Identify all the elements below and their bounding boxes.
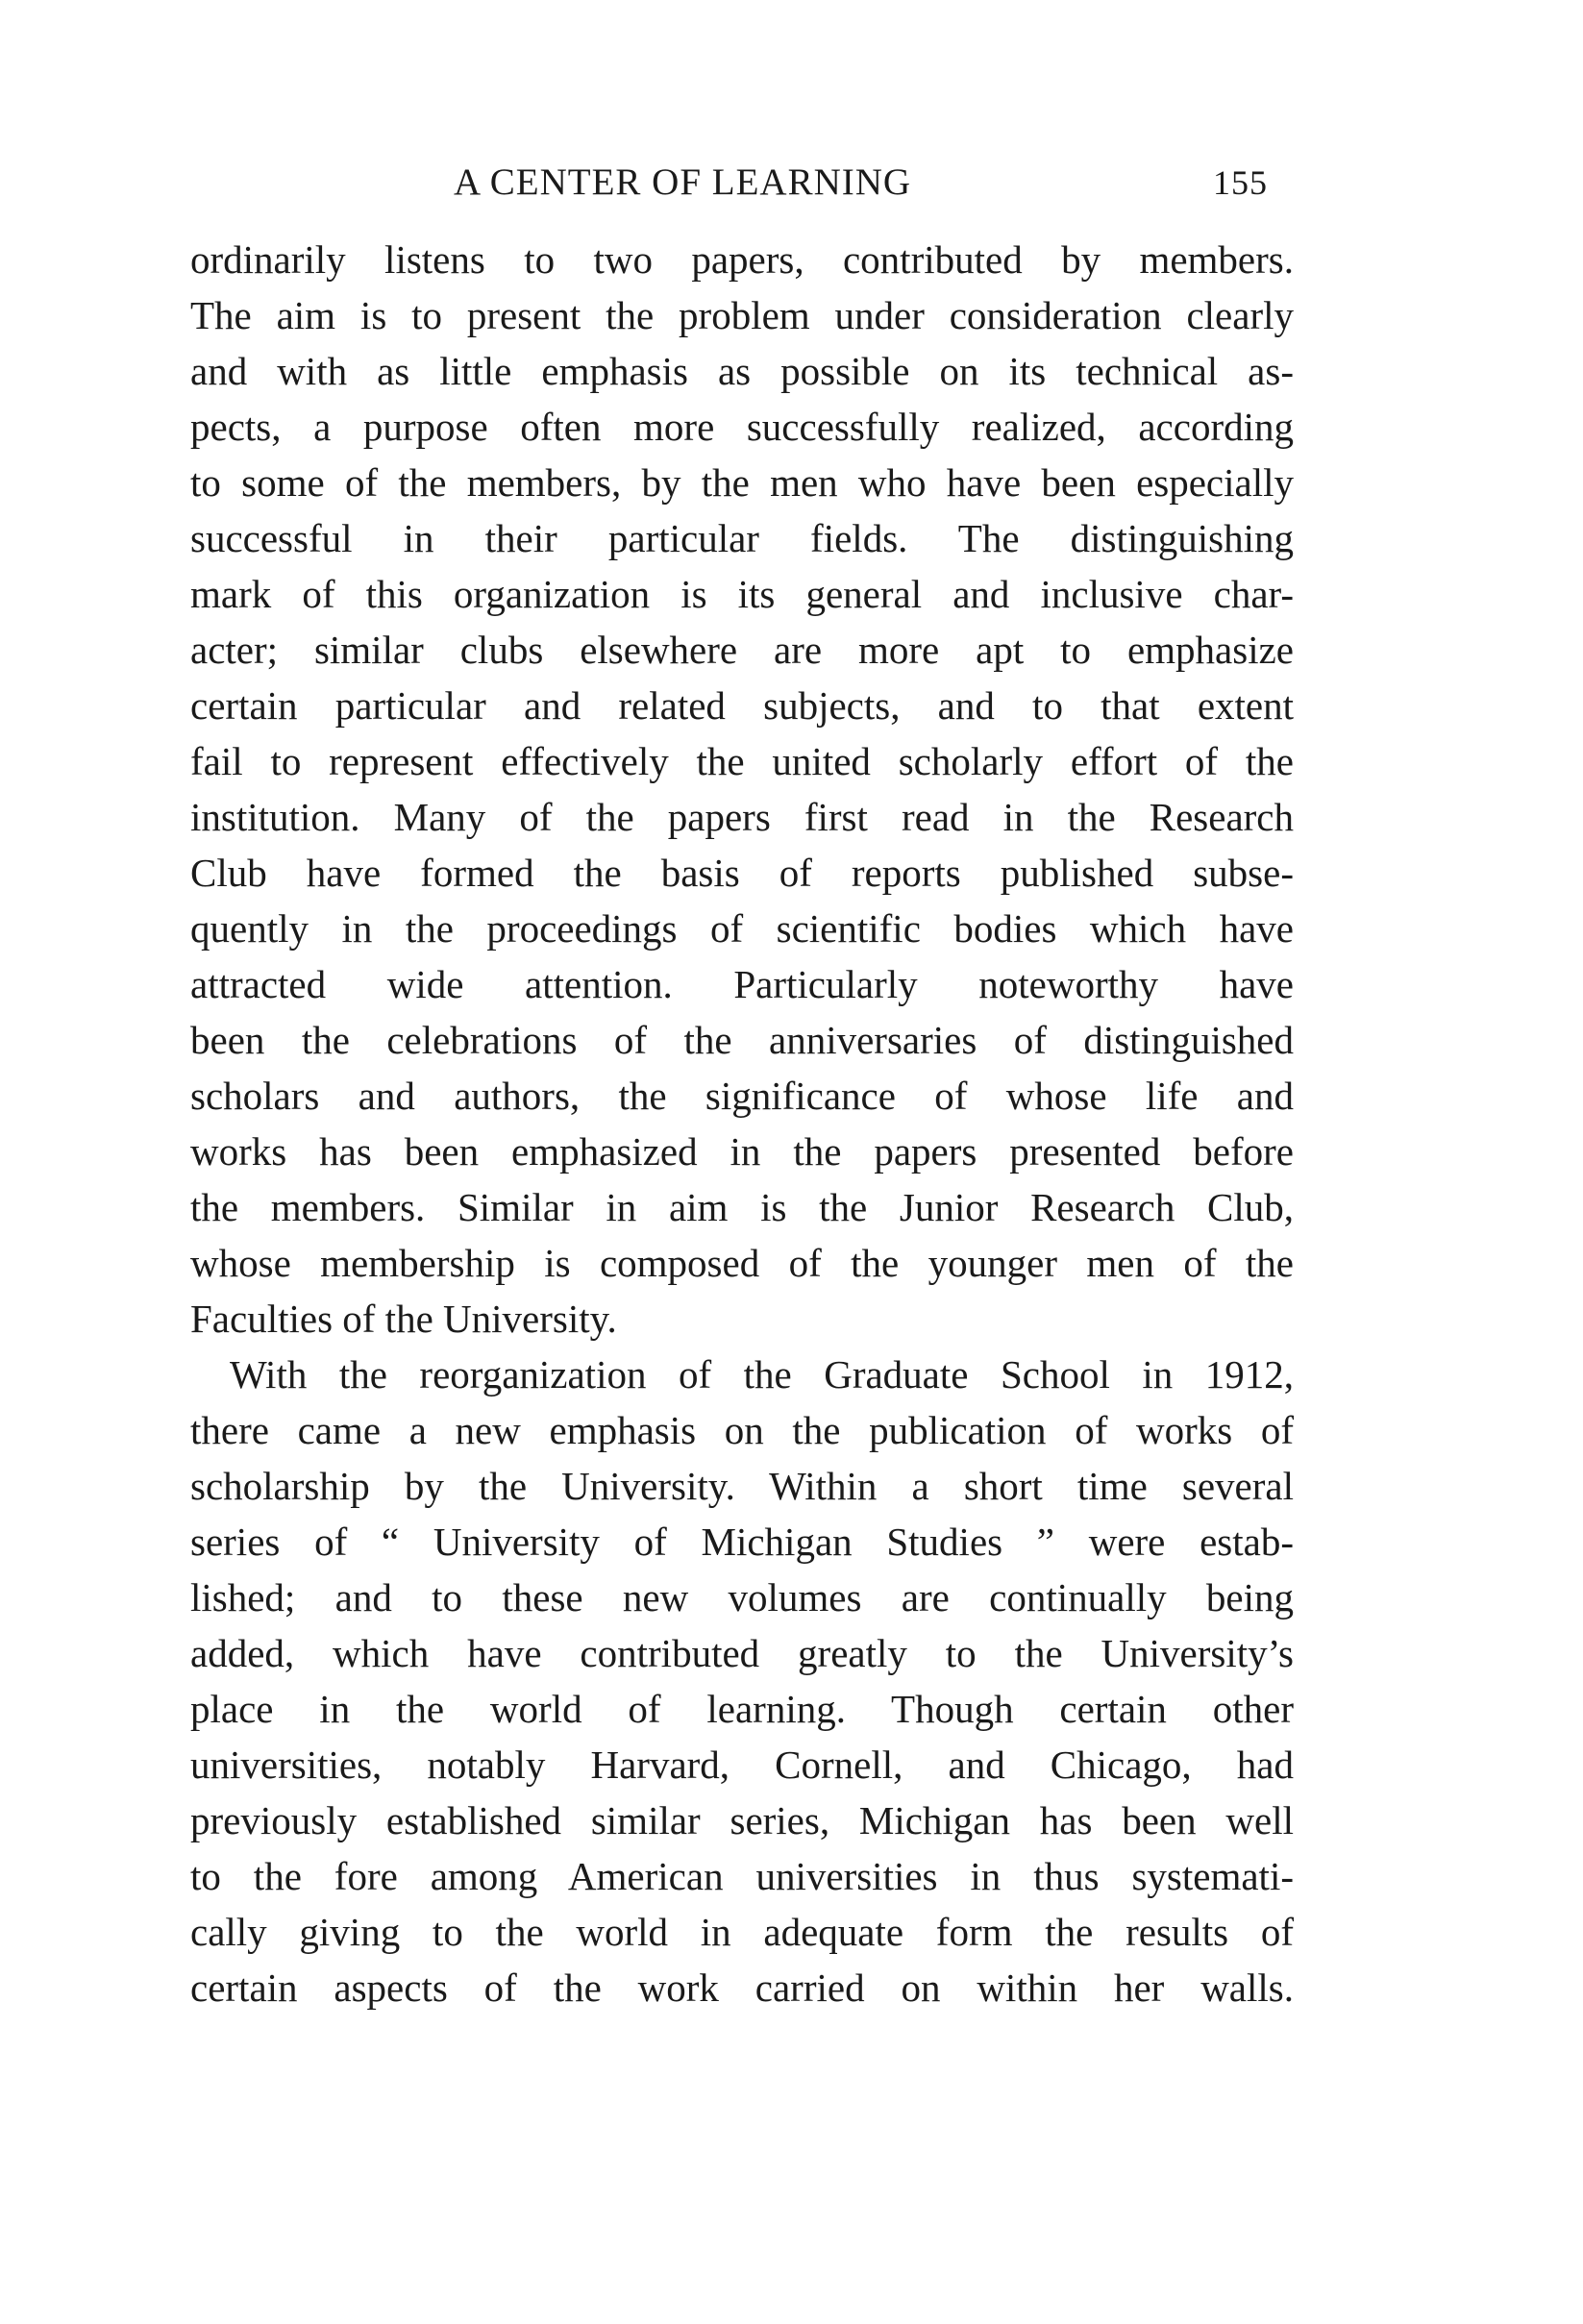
text-line: quently in the proceedings of scientific bodies which have: [190, 906, 1294, 951]
running-title: A CENTER OF LEARNING: [454, 161, 912, 203]
text-line: been the celebrations of the anniversaries of distinguished: [190, 1018, 1294, 1062]
text-line: certain aspects of the work carried on within her walls.: [190, 1966, 1294, 2010]
text-line: cally giving to the world in adequate form the results of: [190, 1910, 1294, 1954]
text-line: previously established similar series, Michigan has been well: [190, 1798, 1294, 1842]
text-line: universities, notably Harvard, Cornell, and Chicago, had: [190, 1743, 1294, 1787]
text-line: mark of this organization is its general and inclusive char-: [190, 572, 1294, 616]
text-line: ordinarily listens to two papers, contributed by members.: [190, 237, 1294, 282]
text-line: there came a new emphasis on the publication of works of: [190, 1408, 1294, 1452]
text-line: lished; and to these new volumes are continually being: [190, 1575, 1294, 1619]
text-line: institution. Many of the papers first read in the Research: [190, 795, 1294, 839]
text-line: place in the world of learning. Though certain other: [190, 1687, 1294, 1731]
text-line: attracted wide attention. Particularly noteworthy have: [190, 962, 1294, 1006]
text-line: Faculties of the University.: [190, 1297, 617, 1341]
text-line: Club have formed the basis of reports published subse-: [190, 851, 1294, 895]
text-line: With the reorganization of the Graduate School in 1912,: [230, 1352, 1294, 1397]
text-line: to the fore among American universities in thus systemati-: [190, 1854, 1294, 1898]
page-number: 155: [1213, 163, 1268, 202]
body-text: [190, 232, 1294, 2015]
text-line: successful in their particular fields. The distinguishing: [190, 516, 1294, 560]
text-line: added, which have contributed greatly to the University’s: [190, 1631, 1294, 1675]
text-line: scholars and authors, the significance of whose life and: [190, 1074, 1294, 1118]
text-line: works has been emphasized in the papers presented before: [190, 1129, 1294, 1174]
text-line: and with as little emphasis as possible on its technical as-: [190, 349, 1294, 393]
text-line: whose membership is composed of the younger men of the: [190, 1241, 1294, 1285]
text-line: fail to represent effectively the united scholarly effort of the: [190, 739, 1294, 783]
text-line: to some of the members, by the men who have been especially: [190, 460, 1294, 505]
text-line: series of “ University of Michigan Studies ” were estab-: [190, 1520, 1294, 1564]
text-line: the members. Similar in aim is the Junior Research Club,: [190, 1185, 1294, 1229]
text-line: acter; similar clubs elsewhere are more apt to emphasize: [190, 628, 1294, 672]
text-line: pects, a purpose often more successfully realized, according: [190, 405, 1294, 449]
text-line: The aim is to present the problem under consideration clearly: [190, 293, 1294, 337]
text-line: certain particular and related subjects, and to that extent: [190, 683, 1294, 728]
text-line: scholarship by the University. Within a short time several: [190, 1464, 1294, 1508]
